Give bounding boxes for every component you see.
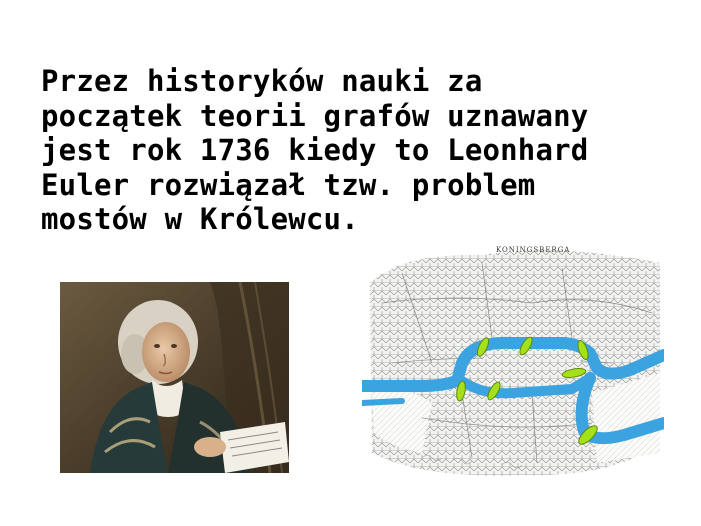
island bbox=[466, 353, 584, 384]
map-title: KONINGSBERGA bbox=[496, 246, 571, 254]
slide-text: Przez historyków nauki za początek teorii grafów uznawany jest rok 1736 kiedy to Leonhard Euler rozwiązał tzw. problem mostów w Królewcu. bbox=[41, 64, 589, 236]
euler-portrait bbox=[60, 282, 289, 473]
konigsberg-map bbox=[362, 243, 664, 483]
hand bbox=[194, 437, 226, 457]
